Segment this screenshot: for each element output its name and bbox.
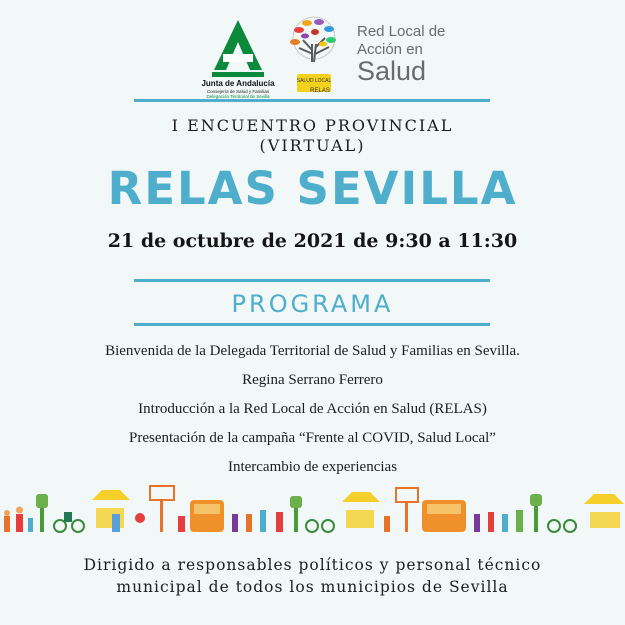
illustration-group-left bbox=[4, 486, 283, 532]
junta-sub-1: Consejería de Salud y Familias bbox=[206, 89, 270, 94]
relas-badge-top: SALUD LOCAL bbox=[296, 78, 332, 84]
footer-line-1: Dirigido a responsables políticos y personal técnico bbox=[83, 556, 542, 574]
footer-line-2: municipal de todos los municipios de Sevilla bbox=[116, 578, 509, 596]
junta-subtitle bbox=[198, 89, 278, 99]
red-local-logo-text bbox=[357, 24, 445, 85]
logo-bar bbox=[0, 10, 625, 99]
junta-name: Junta de Andalucía bbox=[201, 79, 275, 88]
program-item-1: Bienvenida de la Delegada Territorial de Salud y Familias en Sevilla. bbox=[105, 343, 520, 359]
community-illustration-strip bbox=[0, 480, 625, 536]
event-title: RELAS SEVILLA bbox=[107, 162, 518, 215]
program-item-2: Regina Serrano Ferrero bbox=[242, 372, 383, 388]
relas-tree-logo-icon bbox=[285, 14, 343, 98]
divider-top bbox=[134, 99, 490, 102]
relas-badge-label: RELAS bbox=[310, 88, 330, 94]
red-local-line2: Acción en bbox=[357, 41, 423, 58]
divider-program-bottom bbox=[134, 323, 490, 326]
program-item-3: Introducción a la Red Local de Acción en Salud (RELAS) bbox=[138, 401, 487, 417]
junta-de-andalucia-logo bbox=[198, 18, 278, 100]
illustration-group-right bbox=[290, 488, 624, 532]
junta-sub-2: Delegación Territorial de Sevilla bbox=[206, 94, 270, 99]
program-item-4: Presentación de la campaña “Frente al COVID, Salud Local” bbox=[129, 430, 496, 446]
program-item-5: Intercambio de experiencias bbox=[227, 459, 398, 475]
divider-program-top bbox=[134, 279, 490, 282]
red-local-line1: Red Local de bbox=[357, 23, 446, 40]
event-line-1: I ENCUENTRO PROVINCIAL bbox=[171, 116, 454, 135]
junta-andalucia-mark-icon bbox=[210, 18, 266, 78]
event-date: 21 de octubre de 2021 de 9:30 a 11:30 bbox=[107, 230, 518, 252]
program-heading: PROGRAMA bbox=[231, 290, 394, 318]
event-line-2: (VIRTUAL) bbox=[259, 136, 366, 155]
red-local-line3: Salud bbox=[357, 56, 427, 86]
